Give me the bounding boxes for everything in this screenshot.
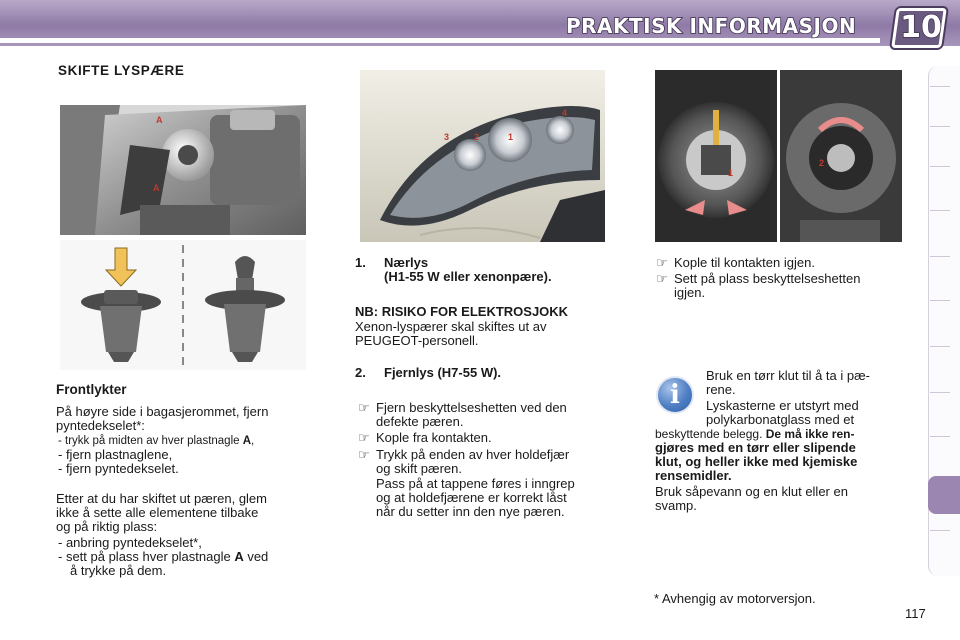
step-press-spring-line2: og skift pæren.	[376, 461, 462, 476]
callout-a-bottom: A	[153, 183, 160, 193]
paragraph-refit-line3: og på riktig plass:	[56, 519, 158, 534]
info-line7: klut, og heller ikke med kjemiske	[655, 454, 858, 469]
paragraph-refit-line2: ikke å sette alle elementene tilbake	[56, 505, 259, 520]
info-line3: Lyskasterne er utstyrt med	[706, 398, 859, 413]
step-note-line1: Pass på at tappene føres i inngrep	[376, 476, 575, 491]
tab-divider	[930, 346, 950, 347]
footnote: * Avhengig av motorversjon.	[654, 591, 816, 606]
callout-right-2: 2	[819, 158, 825, 168]
bulb-socket-photo-1	[655, 70, 777, 242]
chapter-tab-active[interactable]	[928, 476, 960, 514]
step-refit-cap-line2: igjen.	[674, 285, 706, 300]
tab-divider	[930, 256, 950, 257]
callout-2: 2	[474, 132, 480, 142]
warning-heading: NB: RISIKO FOR ELEKTROSJOKK	[355, 304, 569, 319]
page-number: 117	[905, 606, 926, 621]
bullet-refit-rivets-line2: å trykke på dem.	[70, 563, 167, 578]
chapter-title: PRAKTISK INFORMASJON	[566, 14, 857, 38]
item2-number: 2.	[355, 365, 366, 380]
item1-label: Nærlys	[384, 255, 429, 270]
step-press-spring-line1: Trykk på enden av hver holdefjær	[376, 447, 570, 462]
info-line2: rene.	[706, 382, 736, 397]
info-line1: Bruk en tørr klut til å ta i pæ-	[706, 368, 870, 383]
bullet-remove-cover: - fjern pyntedekselet.	[58, 461, 179, 476]
bullet-icon: ☞	[656, 255, 668, 270]
callout-a-top: A	[156, 115, 163, 125]
bullet-icon: ☞	[656, 271, 668, 286]
plastic-rivet-diagram	[60, 240, 306, 370]
info-line4: polykarbonatglass med et	[706, 412, 855, 427]
paragraph-refit-line1: Etter at du har skiftet ut pæren, glem	[56, 491, 267, 506]
header-stripe	[0, 38, 880, 43]
xenon-note-line2: PEUGEOT-personell.	[355, 333, 479, 348]
tab-divider	[930, 530, 950, 531]
step-disconnect: Kople fra kontakten.	[376, 430, 492, 445]
paragraph-intro-line1: På høyre side i bagasjerommet, fjern	[56, 404, 269, 419]
step-note-line3: når du setter inn den nye pæren.	[376, 504, 565, 519]
item1-number: 1.	[355, 255, 366, 270]
trunk-panel-photo	[60, 105, 306, 235]
chapter-number: 10	[900, 10, 942, 45]
tab-divider	[930, 210, 950, 211]
step-remove-cap-line1: Fjern beskyttelseshetten ved den	[376, 400, 567, 415]
callout-3: 3	[444, 132, 450, 142]
subheading-frontlykter: Frontlykter	[56, 382, 127, 397]
info-line8: rensemidler.	[655, 468, 732, 483]
bullet-refit-rivets: - sett på plass hver plastnagle A ved	[58, 549, 269, 564]
callout-right-1: 1	[728, 168, 734, 178]
tab-divider	[930, 166, 950, 167]
bullet-icon: ☞	[358, 400, 370, 415]
info-icon-glyph: i	[670, 380, 680, 410]
tab-divider	[930, 300, 950, 301]
bullet-icon: ☞	[358, 447, 370, 462]
xenon-note-line1: Xenon-lyspærer skal skiftes ut av	[355, 319, 547, 334]
tab-divider	[930, 436, 950, 437]
bullet-place-cover: - anbring pyntedekselet*,	[58, 535, 202, 550]
info-line5: beskyttende belegg. De må ikke ren-	[655, 427, 855, 441]
item2-label: Fjernlys (H7-55 W).	[384, 365, 502, 380]
tab-divider	[930, 392, 950, 393]
step-remove-cap-line2: defekte pæren.	[376, 414, 464, 429]
callout-1: 1	[508, 132, 514, 142]
item1-spec: (H1-55 W eller xenonpære).	[384, 269, 552, 284]
tab-divider	[930, 86, 950, 87]
info-line10: svamp.	[655, 498, 697, 513]
step-refit-cap-line1: Sett på plass beskyttelseshetten	[674, 271, 861, 286]
section-heading: SKIFTE LYSPÆRE	[58, 63, 185, 78]
info-line6: gjøres med en tørr eller slipende	[655, 440, 856, 455]
info-line9: Bruk såpevann og en klut eller en	[655, 484, 848, 499]
bullet-icon: ☞	[358, 430, 370, 445]
bulb-socket-photo-2	[780, 70, 902, 242]
bullet-press-rivet: - trykk på midten av hver plastnagle A,	[58, 435, 255, 447]
headlamp-photo	[360, 70, 605, 242]
step-note-line2: og at holdefjærene er korrekt låst	[376, 490, 567, 505]
step-reconnect: Kople til kontakten igjen.	[674, 255, 815, 270]
tab-divider	[930, 126, 950, 127]
bullet-remove-rivets: - fjern plastnaglene,	[58, 447, 173, 462]
callout-4: 4	[562, 108, 568, 118]
paragraph-intro-line2: pyntedekselet*:	[56, 418, 145, 433]
